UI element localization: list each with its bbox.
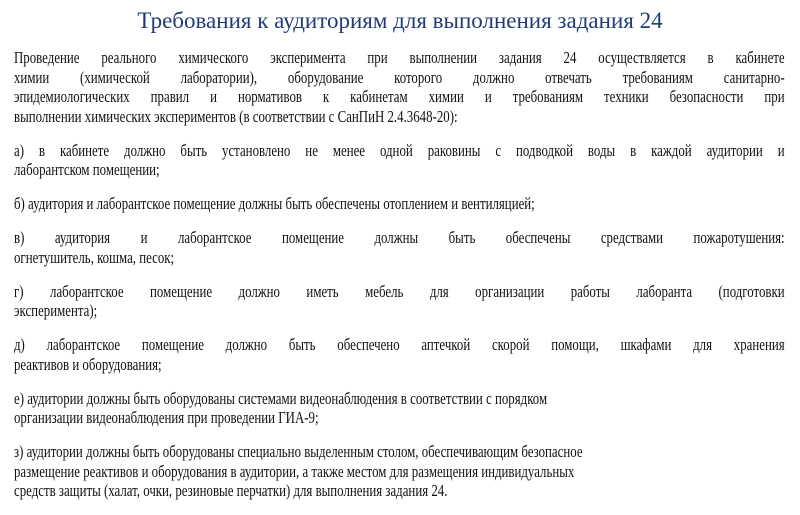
paragraph xyxy=(14,141,785,180)
slide-title: Требования к аудиториям для выполнения задания 24 xyxy=(137,8,663,33)
text-line: а) в кабинете должно быть установлено не менее одной раковины с подводкой воды в каждой аудитории и xyxy=(14,140,785,160)
paragraph xyxy=(14,335,785,374)
text-line: средств защиты (халат, очки, резиновые перчатки) для выполнения задания 24. xyxy=(14,481,448,500)
paragraph xyxy=(14,228,785,267)
text-line: б) аудитория и лаборантское помещение должны быть обеспечены отоплением и вентиляцией; xyxy=(14,194,535,213)
text-line: эксперимента); xyxy=(14,301,98,320)
text-line: Проведение реального химического эксперимента при выполнении задания 24 осуществляется в кабинете xyxy=(14,48,785,67)
text-line: огнетушитель, кошма, песок; xyxy=(14,247,175,267)
slide-body xyxy=(14,48,785,515)
text-line: г) лаборантское помещение должно иметь мебель для организации работы лаборанта (подготовки xyxy=(14,281,785,301)
text-line: реактивов и оборудования; xyxy=(14,354,162,374)
text-line: эпидемиологических правил и нормативов к кабинетам химии и требованиям техники безопасности при xyxy=(14,87,785,106)
text-line: организации видеонаблюдения при проведении ГИА-9; xyxy=(14,408,319,427)
text-line: химии (химической лаборатории), оборудование которого должно отвечать требованиям санитарно- xyxy=(14,67,785,87)
paragraph xyxy=(14,442,785,501)
text-line: з) аудитории должны быть оборудованы специально выделенным столом, обеспечивающим безопасное xyxy=(14,442,583,461)
text-line: размещение реактивов и оборудования в аудитории, а также местом для размещения индивидуальных xyxy=(14,461,575,481)
text-line: е) аудитории должны быть оборудованы системами видеонаблюдения в соответствии с порядком xyxy=(14,388,548,408)
text-line: выполнении химических экспериментов (в соответствии с СанПиН 2.4.3648-20): xyxy=(14,106,458,126)
text-line: лаборантском помещении; xyxy=(14,160,160,179)
text-line: в) аудитория и лаборантское помещение должны быть обеспечены средствами пожаротушения: xyxy=(14,228,785,247)
paragraph xyxy=(14,282,785,321)
paragraph xyxy=(14,48,785,126)
text-line: д) лаборантское помещение должно быть обеспечено аптечкой скорой помощи, шкафами для хранения xyxy=(14,335,785,354)
paragraph xyxy=(14,389,785,428)
paragraph xyxy=(14,194,785,214)
